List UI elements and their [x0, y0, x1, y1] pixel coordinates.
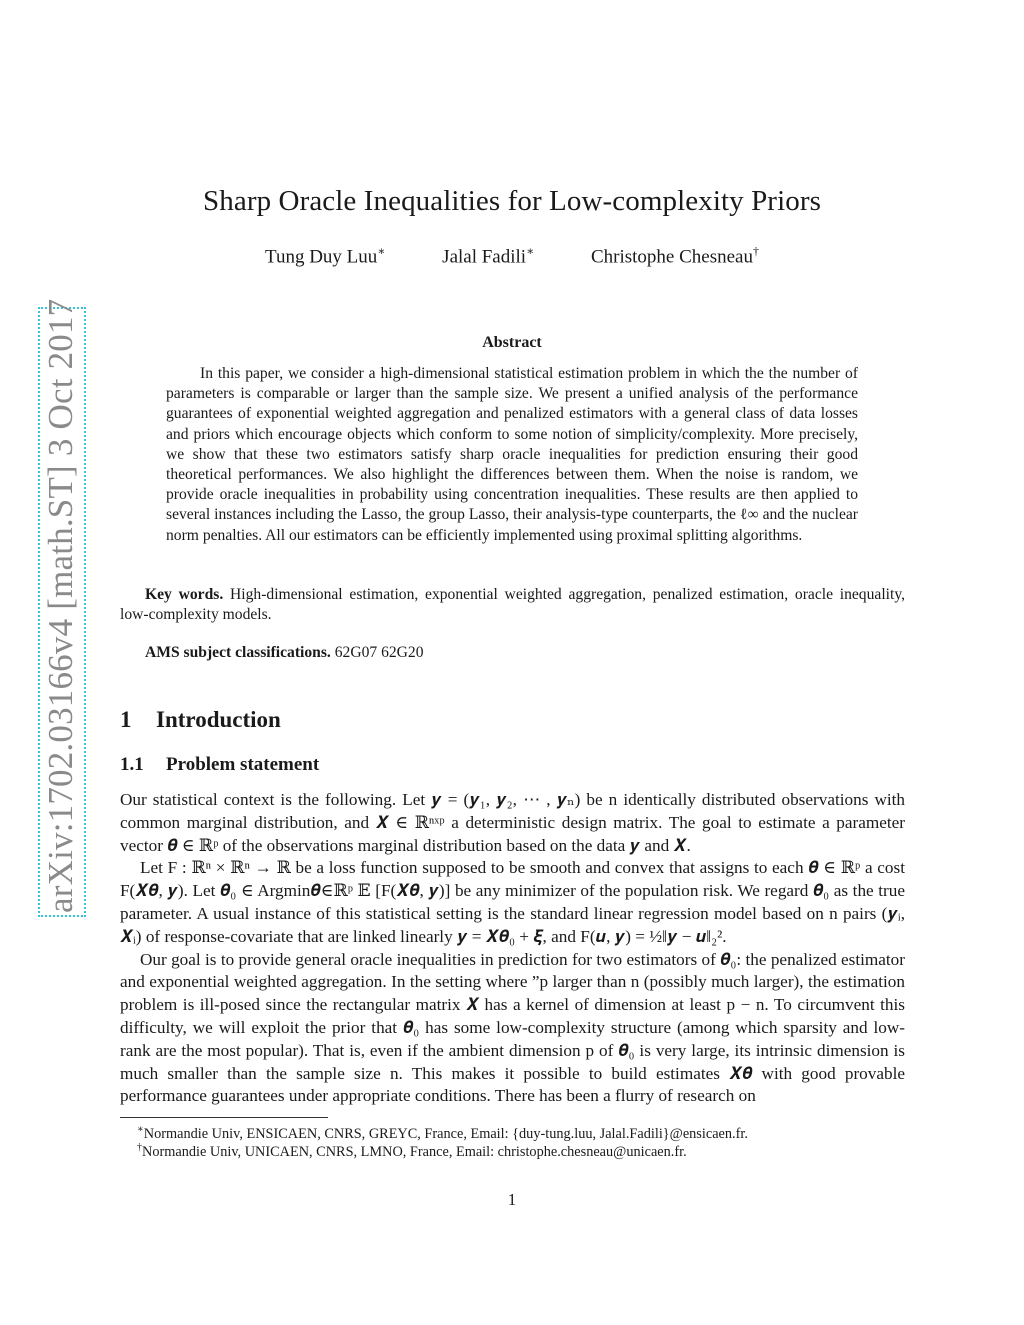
- footnote: [120, 1124, 905, 1143]
- abstract-heading: Abstract: [482, 334, 542, 351]
- ams-label: AMS subject classifications.: [145, 644, 331, 661]
- paragraph: Let F : ℝⁿ × ℝⁿ → ℝ be a loss function supposed to be smooth and convex that assigns to each 𝜽 ∈ ℝᵖ a cost F(𝑿𝜽, 𝒚). Let 𝜽₀ ∈ Argmin𝜽∈ℝᵖ 𝔼 [F(𝑿𝜽, 𝒚)] be any minimizer of the population risk. We regard 𝜽₀ as the true parameter. A usual instance of this statistical setting is the standard linear regression model based on n pairs (𝒚ᵢ, 𝑿ᵢ) of response-covariate that are linked linearly 𝒚 = 𝑿𝜽₀ + 𝝃, and F(𝒖, 𝒚) = ½‖𝒚 − 𝒖‖₂².: [120, 858, 905, 946]
- section-title: Introduction: [156, 707, 281, 732]
- abstract-text: In this paper, we consider a high-dimensional statistical estimation problem in which the the number of parameters is comparable or larger than the sample size. We present a unified analysis of the performance guarantees of exponential weighted aggregation and penalized estimators with a general class of data losses and priors which encourage objects which conform to some notion of simplicity/complexity. More precisely, we show that these two estimators satisfy sharp oracle inequalities for prediction ensuring their good theoretical performances. We also highlight the differences between them. When the noise is random, we provide oracle inequalities in probability using concentration inequalities. These results are then applied to several instances including the Lasso, the group Lasso, their analysis-type counterparts, the ℓ∞ and the nuclear norm penalties. All our estimators can be efficiently implemented using proximal splitting algorithms.: [166, 365, 858, 544]
- arxiv-sidebar: [14, 298, 80, 917]
- author: [442, 244, 534, 268]
- keywords-label: Key words.: [145, 586, 224, 603]
- keywords: [120, 585, 905, 625]
- author-name: Tung Duy Luu: [265, 246, 378, 268]
- body-text: [120, 789, 905, 1108]
- author-name: Jalal Fadili: [442, 246, 527, 268]
- keywords-text: High-dimensional estimation, exponential weighted aggregation, penalized estimation, oracle inequality, low-complexity models.: [120, 586, 906, 624]
- subsection-title: Problem statement: [166, 754, 320, 775]
- author-affiliation-mark: †: [753, 244, 759, 258]
- footnote-text: Normandie Univ, UNICAEN, CNRS, LMNO, France, Email: christophe.chesneau@unicaen.fr.: [142, 1143, 687, 1160]
- subsection-heading: [120, 754, 319, 776]
- footnote-mark: ∗: [137, 1124, 144, 1135]
- author-affiliation-mark: ∗: [377, 244, 386, 258]
- ams-classifications: [145, 644, 424, 662]
- footnote: [120, 1142, 905, 1161]
- author: [591, 244, 759, 268]
- section-number: 1: [120, 707, 132, 732]
- author-name: Christophe Chesneau: [590, 246, 753, 268]
- author-affiliation-mark: ∗: [526, 244, 535, 258]
- paragraph: Our goal is to provide general oracle inequalities in prediction for two estimators of 𝜽₀: the penalized estimator and exponential weighted aggregation. In the setting where ”p larger than n (possibly much larger), the estimation problem is ill-posed since the rectangular matrix 𝑿 has a kernel of dimension at least p − n. To circumvent this difficulty, we will exploit the prior that 𝜽₀ has some low-complexity structure (among which sparsity and low-rank are the most popular). That is, even if the ambient dimension p of 𝜽₀ is very large, its intrinsic dimension is much smaller than the sample size n. This makes it possible to build estimates 𝑿𝜽̂ with good provable performance guarantees under appropriate conditions. There has been a flurry of research on: [120, 949, 905, 1106]
- author-list: [0, 244, 1024, 268]
- footnote-mark: †: [137, 1142, 142, 1153]
- author: [265, 244, 385, 268]
- footnote-rule: [120, 1117, 328, 1118]
- section-heading: [120, 707, 281, 733]
- subsection-number: 1.1: [120, 754, 144, 775]
- paper-title: Sharp Oracle Inequalities for Low-complexity Priors: [203, 185, 821, 217]
- arxiv-identifier[interactable]: arXiv:1702.03166v4 [math.ST] 3 Oct 2017: [38, 307, 86, 917]
- ams-codes: 62G07 62G20: [334, 644, 424, 661]
- page-number: 1: [507, 1190, 517, 1209]
- footnote-text: Normandie Univ, ENSICAEN, CNRS, GREYC, France, Email: {duy-tung.luu, Jalal.Fadili}@ensicaen.fr.: [143, 1125, 748, 1142]
- paragraph: Our statistical context is the following. Let 𝒚 = (𝒚₁, 𝒚₂, ⋯ , 𝒚ₙ) be n identically distributed observations with common marginal distribution, and 𝑿 ∈ ℝⁿˣᵖ a deterministic design matrix. The goal to estimate a parameter vector 𝜽 ∈ ℝᵖ of the observations marginal distribution based on the data 𝒚 and 𝑿.: [120, 790, 905, 855]
